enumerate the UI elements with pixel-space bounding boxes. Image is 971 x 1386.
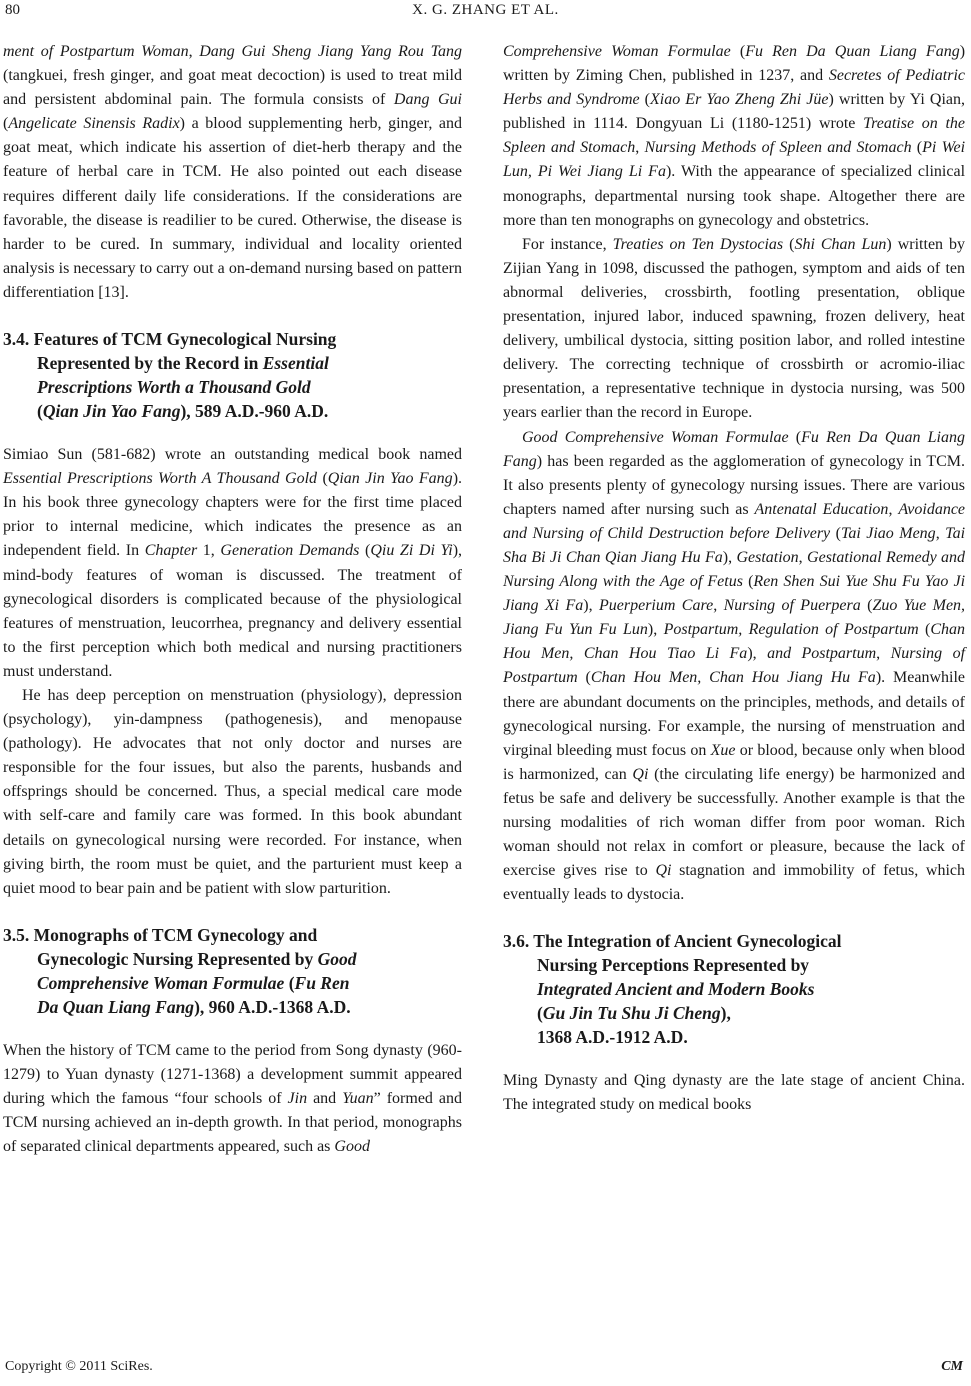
paragraph [3,40,462,305]
text-run: Ming Dynasty and Qing dynasty are the late stage of ancient China. The integrated study on medical books [503,1072,965,1114]
text-run: ) a blood supplementing herb, ginger, and goat meat, which indicate his assertion of diet-herb therapy and the feature of herbal care in TCM. He also pointed out each disease requires different daily life considerations. If the considerations are favorable, the disease is readilier to be cured. Otherwise, the disease is harder to be cured. In summary, individual and locality oriented analysis is necessary to carry out a on-demand nursing based on pattern differentiation [13]. [3,115,462,301]
italic-text: Fu Ren Da Quan Liang Fang [745,43,960,60]
italic-text: Gestational Remedy and Nursing Along with the Age of Fetus [503,548,966,591]
text-run: ). With the appearance of specialized clinical monographs, departmental nursing took shape. Altogether there are more than ten monographs on gynecology and obstetrics. [503,163,966,229]
text-run: For instance, [522,235,613,253]
text-run: (the circulating life energy) be harmonized and fetus be safe and delivery be successfully. Another example is that the nursing modalities of rich woman differ from poor woman. Rich woman should not relax in comfort or pleasure, because the lack of exercise gives rise to [503,765,965,880]
text-run: 3.6. The Integration of Ancient Gynecological [503,931,842,952]
italic-text: Qi [632,765,649,783]
italic-text: Chapter [144,542,198,560]
page-number: 80 [5,2,20,18]
text-run: ( [742,573,754,591]
text-run: stagnation and immobility of fetus, which eventually leads to dystocia. [503,862,966,904]
text-run: Nursing Perceptions Represented by [537,955,810,976]
paragraph [503,1069,965,1117]
text-run: ), 589 A.D.-960 A.D. [180,401,329,422]
text-run: 1368 A.D.-1912 A.D. [537,1027,688,1048]
italic-text: Good Comprehensive Woman Formulae [522,428,789,446]
italic-text: Gestation [736,548,799,566]
text-run: , [935,524,946,542]
italic-text: Antenatal Education [754,500,889,518]
text-run: , [876,645,891,663]
italic-text: Angelicate Sinensis Radix [8,115,180,133]
italic-text: Comprehensive Woman Formulae [37,972,285,993]
italic-text: Yuan [342,1090,374,1107]
italic-text: Nursing of Postpartum [503,645,966,687]
italic-text: Integrated Ancient and Modern Books [537,979,815,1000]
italic-text: Dang Gui [393,91,462,109]
italic-text: Pi Wei Lun, Pi Wei Jiang Li Fa [503,139,966,181]
italic-text: ment of Postpartum Woman [3,43,189,60]
text-run: , [798,548,808,566]
italic-text: Qiu Zi Di Yi [370,542,453,560]
italic-text: Comprehensive Woman Formulae [503,43,731,60]
paragraph [3,443,462,684]
text-run: ). In his book three gynecology chapters were for the first time placed prior to internal medicine, which indicates the presence as an independent field. In [3,470,463,560]
heading-line [503,1001,965,1025]
text-run: ( [730,43,746,60]
italic-text: Xue [710,741,736,759]
text-run: ( [284,972,295,993]
text-run: ( [317,470,328,488]
text-run: ( [359,542,371,560]
italic-text: Chan Hou Men, Chan Hou Jiang Hu Fa [590,669,876,687]
italic-text: Secretes of Pediatric Herbs and Syndrome [503,67,966,109]
page-footer [0,1355,971,1379]
text-run: or blood, because only when blood is harmonized, can [503,741,966,783]
paragraph [503,40,965,233]
text-run: ( [639,91,651,109]
heading-line [3,947,462,971]
text-run: ( [577,669,591,687]
text-run: 3.4. Features of TCM Gynecological Nursing [3,329,337,350]
italic-text: Treatise on the Spleen and Stomach [503,115,966,157]
text-run: ), [722,548,737,566]
text-run: ) written by Zijian Yang in 1098, discussed the pathogen, symptom and aids of ten abnormal deliveries, crossbirth, footling presentation, oblique presentation, injured labor, induced spawning, frozen delivery, heat delivery, umbilical dystocia, sitting position labor, and rolled intestine delivery. The correcting technique of crossbirth or acromio-iliac presentation, a representative technique in dystocia nursing, was 500 years earlier than the record in Europe. [503,235,966,422]
journal-abbrev: CM [941,1359,963,1374]
text-run: ( [911,139,923,157]
text-run: ) has been regarded as the agglomeration of gynecology in TCM. It also presents plenty of gynecology nursing issues. There are various chapters named after nursing such as [503,452,965,518]
italic-text: Postpartum, Regulation of Postpartum [663,621,919,639]
text-run: Gynecologic Nursing Represented by [37,948,318,969]
italic-text: Tai Sha Bi Ji Chan Qian Jiang Hu Fa [503,524,966,566]
text-run: and [307,1090,343,1107]
heading-line [3,923,462,947]
text-run: ), [583,597,599,615]
text-run: ( [860,597,873,615]
heading-line [3,399,462,423]
italic-text: Fu Ren Da Quan Liang Fang [503,428,965,470]
heading-line [503,929,965,953]
paragraph [3,1039,462,1159]
text-run: ( [788,428,802,446]
heading-line [503,1025,965,1049]
text-run: ( [918,621,931,639]
text-run: ), [747,645,768,663]
heading-line [3,971,462,995]
italic-text: Qian Jin Yao Fang [42,401,181,422]
italic-text: Essential [262,353,329,374]
running-head: X. G. ZHANG ET AL. [412,2,559,18]
italic-text: Good [317,948,357,969]
italic-text: Essential Prescriptions Worth A Thousand Gold [3,470,318,488]
heading-line [3,995,462,1019]
text-run: ), 960 A.D.-1368 A.D. [194,996,351,1017]
italic-text: Qi [655,862,672,880]
heading-line [3,375,462,399]
italic-text: Dang Gui Sheng Jiang Yang Rou Tang [199,43,462,60]
copyright-notice: Copyright © 2011 SciRes. [5,1359,153,1374]
heading-line [3,351,462,375]
italic-text: Good [334,1138,370,1156]
text-run: , [713,597,724,615]
text-run: He has deep perception on menstruation (physiology), depression (psychology), yin-dampness (pathogenesis), and menopause (pathology). He advocates that not only doctor and nurses are responsible for the four issues, but also the parents, husbands and offsprings should be concerned. Thus, a special medical care mode with self-care and family care was formed. In this book abundant details on gynecological nursing were recorded. For instance, when giving birth, the room must be quiet, and the parturient must keep a quiet mood to bear pain and be patient with slow parturition. [3,686,462,897]
text-run: ) written by Yi Qian, published in 1114. Dongyuan Li (1180-1251) wrote [503,91,966,133]
italic-text: Nursing Methods of Spleen and Stomach [644,139,912,157]
text-run: , [888,500,899,518]
italic-text: and Postpartum [767,645,877,663]
page-header [0,0,971,28]
text-run: ( [537,1003,543,1024]
italic-text: Generation Demands [220,542,360,560]
right-column [503,40,965,1118]
italic-text: Da Quan Liang Fang [37,996,195,1017]
text-run: , [188,43,200,60]
italic-text: Xiao Er Yao Zheng Zhi Jüe [650,91,829,109]
italic-text: Zuo Yue Men, Jiang Fu Yun Fu Lun [503,597,966,639]
text-run: ” formed and TCM nursing achieved an in-depth growth. In that period, monographs of separated clinical departments appeared, such as [3,1090,463,1156]
text-run: Represented by the Record in [37,353,263,374]
italic-text: Chan Hou Men, Chan Hou Tiao Li Fa [503,621,966,663]
text-run: ). Meanwhile there are abundant documents on the principles, methods, and details of gynecological nursing. For example, the nursing of menstruation and virginal bleeding must focus on [503,669,965,759]
paragraph [503,426,965,908]
text-run: ), [647,621,664,639]
section-heading-3-5 [3,923,462,1019]
paragraph [3,684,462,901]
heading-line [3,327,462,351]
text-run: ( [37,401,43,422]
text-run: ( [783,235,795,253]
section-heading-3-4 [3,327,462,423]
text-run: 3.5. Monographs of TCM Gynecology and [3,924,318,945]
heading-line [503,977,965,1001]
text-run: When the history of TCM came to the period from Song dynasty (960-1279) to Yuan dynasty (1271-1368) a development summit appeared during which the famous “four schools of [3,1041,462,1107]
italic-text: Puerperium Care [598,597,714,615]
text-run: 1, [197,542,221,560]
italic-text: Ren Shen Sui Yue Shu Fu Yao Ji Jiang Xi Fa [503,573,966,615]
italic-text: Treaties on Ten Dystocias [612,235,784,253]
italic-text: Gu Jin Tu Shu Ji Cheng [542,1003,721,1024]
text-run: Simiao Sun (581-682) wrote an outstanding medical book named [3,446,462,464]
heading-line [503,953,965,977]
italic-text: Avoidance and Nursing of Child Destruction before Delivery [503,500,966,542]
text-run: ), [720,1003,731,1024]
text-run: ), mind-body features of woman is discussed. The treatment of gynecological disorders is complicated because of the physiological features of menstruation, leucorrhea, pregnancy and delivery essential to the first perception which both medical and nursing practitioners must understand. [3,542,463,680]
section-heading-3-6 [503,929,965,1049]
text-run: , [635,139,645,157]
italic-text: Qian Jin Yao Fang [327,470,453,488]
italic-text: Shi Chan Lun [794,235,887,253]
text-run: (tangkuei, fresh ginger, and goat meat decoction) is used to treat mild and persistent abdominal pain. The formula consists of [3,67,462,109]
text-run: ( [830,524,841,542]
text-run: ( [3,115,9,133]
italic-text: Prescriptions Worth a Thousand Gold [37,377,311,398]
italic-text: Fu Ren [294,972,350,993]
text-run: ) written by Ziming Chen, published in 1237, and [503,43,966,85]
left-column [3,40,462,1159]
italic-text: Tai Jiao Meng [840,524,936,542]
italic-text: Nursing of Puerpera [723,597,861,615]
italic-text: Jin [287,1090,308,1107]
paragraph [503,233,965,426]
